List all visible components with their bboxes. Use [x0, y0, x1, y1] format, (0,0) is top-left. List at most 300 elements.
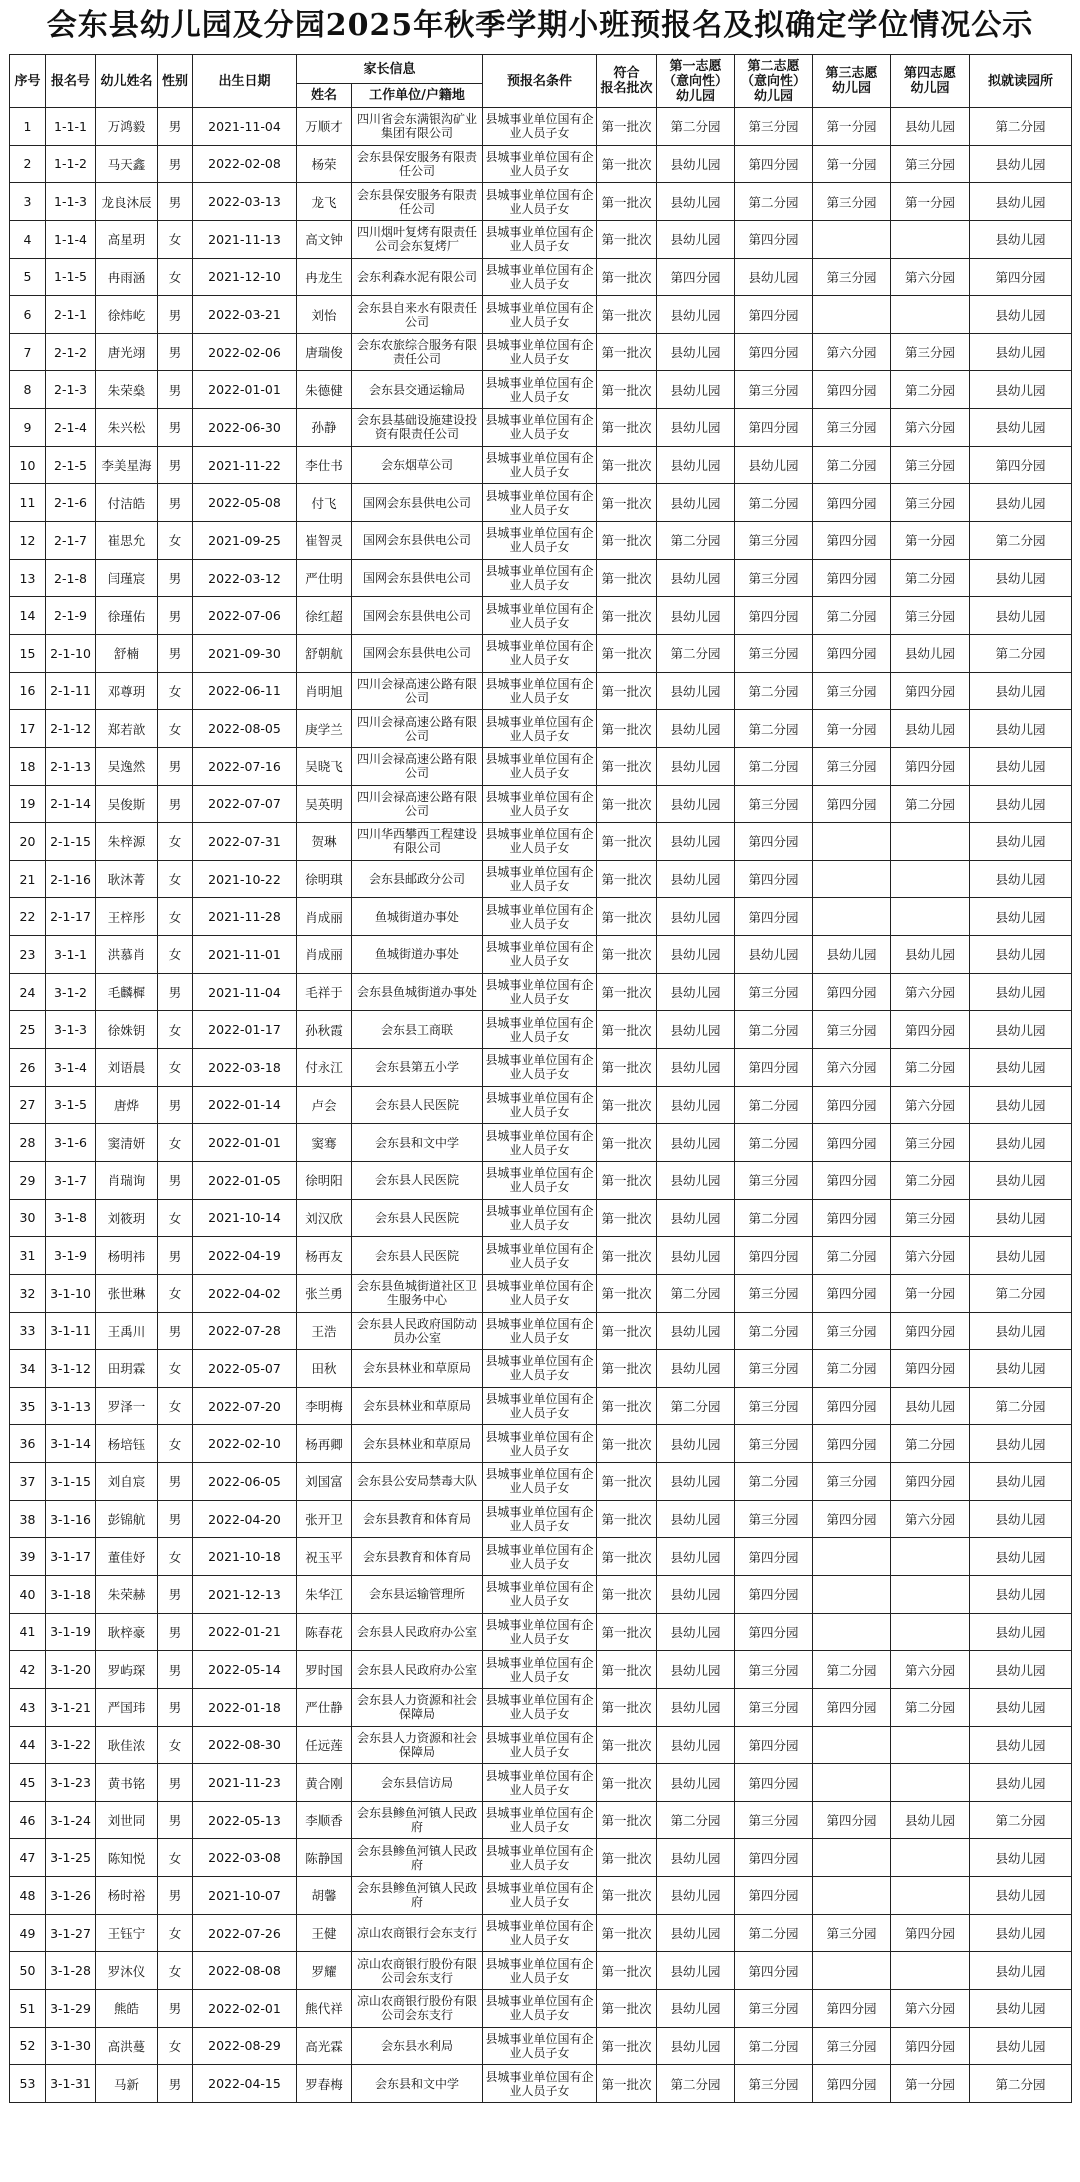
cell-wish-4: 第二分园: [891, 1161, 970, 1199]
cell-parent-name: 贺琳: [297, 823, 352, 861]
cell-parent-work: 会东县教育和体育局: [352, 1538, 483, 1576]
cell-seq: 43: [10, 1688, 46, 1726]
cell-assigned: 县幼儿园: [970, 145, 1072, 183]
cell-birth-date: 2022-04-02: [193, 1274, 297, 1312]
cell-seq: 19: [10, 785, 46, 823]
cell-wish-3: [813, 1726, 891, 1764]
cell-condition: 县城事业单位国有企业人员子女: [483, 1011, 597, 1049]
cell-wish-4: 第六分园: [891, 1237, 970, 1275]
cell-assigned: 县幼儿园: [970, 296, 1072, 334]
cell-wish-4: 第六分园: [891, 258, 970, 296]
cell-birth-date: 2021-11-13: [193, 220, 297, 258]
cell-wish-4: [891, 1575, 970, 1613]
cell-condition: 县城事业单位国有企业人员子女: [483, 1350, 597, 1388]
cell-gender: 男: [158, 1237, 193, 1275]
table-row: [10, 1011, 1072, 1049]
cell-child-name: 杨时裕: [96, 1877, 158, 1915]
table-row: [10, 1651, 1072, 1689]
table-row: [10, 860, 1072, 898]
cell-wish-2: 第四分园: [735, 597, 813, 635]
cell-birth-date: 2022-08-08: [193, 1952, 297, 1990]
cell-batch: 第一批次: [597, 936, 657, 974]
cell-birth-date: 2022-07-16: [193, 747, 297, 785]
cell-reg-no: 2-1-1: [46, 296, 96, 334]
cell-wish-3: 第四分园: [813, 1274, 891, 1312]
cell-reg-no: 2-1-6: [46, 484, 96, 522]
cell-wish-2: 第二分园: [735, 2027, 813, 2065]
table-row: [10, 409, 1072, 447]
cell-gender: 女: [158, 522, 193, 560]
cell-parent-name: 杨再友: [297, 1237, 352, 1275]
cell-assigned: 第二分园: [970, 2065, 1072, 2103]
cell-wish-1: 第二分园: [657, 634, 735, 672]
cell-parent-name: 张兰勇: [297, 1274, 352, 1312]
cell-wish-3: 第四分园: [813, 1199, 891, 1237]
cell-birth-date: 2022-07-26: [193, 1914, 297, 1952]
cell-reg-no: 3-1-7: [46, 1161, 96, 1199]
cell-parent-work: 会东县人力资源和社会保障局: [352, 1726, 483, 1764]
cell-wish-1: 第二分园: [657, 522, 735, 560]
cell-assigned: 县幼儿园: [970, 597, 1072, 635]
header-wish-2: [735, 55, 813, 108]
cell-gender: 女: [158, 710, 193, 748]
cell-wish-1: 县幼儿园: [657, 1575, 735, 1613]
cell-parent-name: 徐明琪: [297, 860, 352, 898]
cell-wish-2: 第四分园: [735, 296, 813, 334]
cell-gender: 女: [158, 1726, 193, 1764]
cell-wish-2: 第三分园: [735, 785, 813, 823]
table-row: [10, 108, 1072, 146]
cell-parent-work: 国网会东县供电公司: [352, 559, 483, 597]
cell-gender: 男: [158, 183, 193, 221]
cell-wish-3: 第三分园: [813, 1011, 891, 1049]
cell-gender: 女: [158, 1952, 193, 1990]
cell-condition: 县城事业单位国有企业人员子女: [483, 1877, 597, 1915]
cell-parent-name: 孙秋霞: [297, 1011, 352, 1049]
cell-wish-3: 第三分园: [813, 1914, 891, 1952]
cell-gender: 男: [158, 785, 193, 823]
cell-parent-name: 杨荣: [297, 145, 352, 183]
cell-birth-date: 2022-02-08: [193, 145, 297, 183]
cell-child-name: 彭锦航: [96, 1500, 158, 1538]
header-child-name: 幼儿姓名: [96, 55, 158, 108]
cell-gender: 男: [158, 1651, 193, 1689]
cell-parent-work: 国网会东县供电公司: [352, 634, 483, 672]
cell-reg-no: 2-1-3: [46, 371, 96, 409]
header-wish-2-line: 第二志愿: [747, 58, 800, 74]
cell-batch: 第一批次: [597, 1877, 657, 1915]
header-wish-2-line: （意向性）: [741, 73, 807, 89]
cell-reg-no: 2-1-8: [46, 559, 96, 597]
cell-reg-no: 3-1-12: [46, 1350, 96, 1388]
cell-parent-work: 会东县林业和草原局: [352, 1387, 483, 1425]
cell-wish-4: 第二分园: [891, 1688, 970, 1726]
cell-wish-1: 县幼儿园: [657, 1011, 735, 1049]
cell-birth-date: 2021-11-01: [193, 936, 297, 974]
cell-wish-4: 第一分园: [891, 183, 970, 221]
table-row: [10, 973, 1072, 1011]
cell-gender: 男: [158, 597, 193, 635]
table-row: [10, 1764, 1072, 1802]
cell-seq: 37: [10, 1463, 46, 1501]
cell-wish-4: [891, 296, 970, 334]
table-row: [10, 1124, 1072, 1162]
cell-wish-1: 县幼儿园: [657, 1538, 735, 1576]
cell-birth-date: 2021-12-10: [193, 258, 297, 296]
cell-condition: 县城事业单位国有企业人员子女: [483, 1124, 597, 1162]
cell-child-name: 罗屿琛: [96, 1651, 158, 1689]
cell-batch: 第一批次: [597, 1651, 657, 1689]
cell-wish-3: 第三分园: [813, 747, 891, 785]
cell-child-name: 李美星海: [96, 446, 158, 484]
cell-reg-no: 3-1-11: [46, 1312, 96, 1350]
table-row: [10, 1914, 1072, 1952]
cell-condition: 县城事业单位国有企业人员子女: [483, 1990, 597, 2028]
cell-birth-date: 2022-01-18: [193, 1688, 297, 1726]
cell-gender: 男: [158, 634, 193, 672]
cell-gender: 男: [158, 1500, 193, 1538]
cell-assigned: 县幼儿园: [970, 1575, 1072, 1613]
table-row: [10, 1274, 1072, 1312]
cell-wish-4: 第三分园: [891, 333, 970, 371]
cell-condition: 县城事业单位国有企业人员子女: [483, 258, 597, 296]
cell-wish-2: 第四分园: [735, 333, 813, 371]
cell-birth-date: 2022-03-08: [193, 1839, 297, 1877]
cell-birth-date: 2022-01-17: [193, 1011, 297, 1049]
cell-child-name: 刘自宸: [96, 1463, 158, 1501]
cell-parent-name: 徐明阳: [297, 1161, 352, 1199]
cell-wish-4: [891, 1952, 970, 1990]
cell-wish-3: 第三分园: [813, 2027, 891, 2065]
cell-parent-name: 祝玉平: [297, 1538, 352, 1576]
cell-wish-2: 第四分园: [735, 409, 813, 447]
cell-gender: 男: [158, 1801, 193, 1839]
cell-seq: 2: [10, 145, 46, 183]
cell-parent-name: 崔智灵: [297, 522, 352, 560]
cell-parent-work: 会东县鲹鱼河镇人民政府: [352, 1877, 483, 1915]
cell-assigned: 县幼儿园: [970, 1839, 1072, 1877]
cell-child-name: 郑若歆: [96, 710, 158, 748]
cell-parent-work: 会东县自来水有限责任公司: [352, 296, 483, 334]
cell-reg-no: 3-1-15: [46, 1463, 96, 1501]
cell-parent-work: 会东农旅综合服务有限责任公司: [352, 333, 483, 371]
cell-parent-work: 会东县人民医院: [352, 1199, 483, 1237]
cell-parent-name: 任远莲: [297, 1726, 352, 1764]
cell-child-name: 田玥霖: [96, 1350, 158, 1388]
cell-parent-name: 朱华江: [297, 1575, 352, 1613]
cell-wish-1: 县幼儿园: [657, 1990, 735, 2028]
cell-reg-no: 3-1-8: [46, 1199, 96, 1237]
cell-wish-3: 第四分园: [813, 785, 891, 823]
cell-wish-1: 县幼儿园: [657, 1914, 735, 1952]
cell-assigned: 县幼儿园: [970, 1764, 1072, 1802]
cell-wish-3: 第六分园: [813, 1049, 891, 1087]
cell-condition: 县城事业单位国有企业人员子女: [483, 1237, 597, 1275]
cell-wish-1: 第二分园: [657, 1387, 735, 1425]
cell-wish-1: 县幼儿园: [657, 446, 735, 484]
cell-child-name: 耿梓豪: [96, 1613, 158, 1651]
cell-parent-name: 毛祥于: [297, 973, 352, 1011]
cell-batch: 第一批次: [597, 1049, 657, 1087]
cell-gender: 女: [158, 1425, 193, 1463]
cell-parent-name: 吴晓飞: [297, 747, 352, 785]
cell-gender: 女: [158, 823, 193, 861]
header-row: [10, 55, 1072, 84]
cell-birth-date: 2022-03-21: [193, 296, 297, 334]
table-row: [10, 1839, 1072, 1877]
cell-gender: 女: [158, 2027, 193, 2065]
cell-seq: 4: [10, 220, 46, 258]
cell-assigned: 第二分园: [970, 1274, 1072, 1312]
cell-seq: 27: [10, 1086, 46, 1124]
cell-assigned: 县幼儿园: [970, 371, 1072, 409]
cell-batch: 第一批次: [597, 1952, 657, 1990]
cell-parent-work: 凉山农商银行股份有限公司会东支行: [352, 1952, 483, 1990]
cell-wish-2: 第三分园: [735, 1161, 813, 1199]
cell-seq: 53: [10, 2065, 46, 2103]
cell-wish-1: 县幼儿园: [657, 785, 735, 823]
cell-child-name: 严国玮: [96, 1688, 158, 1726]
cell-seq: 16: [10, 672, 46, 710]
cell-wish-1: 县幼儿园: [657, 1049, 735, 1087]
cell-parent-work: 四川华西攀西工程建设有限公司: [352, 823, 483, 861]
cell-child-name: 马天鑫: [96, 145, 158, 183]
cell-reg-no: 2-1-9: [46, 597, 96, 635]
cell-child-name: 窦清妍: [96, 1124, 158, 1162]
cell-assigned: 县幼儿园: [970, 220, 1072, 258]
cell-assigned: 县幼儿园: [970, 333, 1072, 371]
cell-wish-1: 县幼儿园: [657, 1312, 735, 1350]
cell-wish-3: 第一分园: [813, 108, 891, 146]
table-row: [10, 1726, 1072, 1764]
cell-wish-4: 第三分园: [891, 1199, 970, 1237]
cell-wish-2: 第四分园: [735, 1575, 813, 1613]
cell-condition: 县城事业单位国有企业人员子女: [483, 1274, 597, 1312]
cell-parent-name: 刘国富: [297, 1463, 352, 1501]
cell-wish-2: 第二分园: [735, 747, 813, 785]
cell-wish-2: 第四分园: [735, 1613, 813, 1651]
cell-wish-4: [891, 1726, 970, 1764]
cell-wish-2: 第二分园: [735, 183, 813, 221]
header-parent-name: 姓名: [297, 84, 352, 108]
cell-wish-4: 第六分园: [891, 1500, 970, 1538]
cell-wish-3: 第四分园: [813, 1688, 891, 1726]
cell-condition: 县城事业单位国有企业人员子女: [483, 710, 597, 748]
cell-parent-work: 会东县和文中学: [352, 2065, 483, 2103]
cell-parent-work: 会东利森水泥有限公司: [352, 258, 483, 296]
cell-seq: 35: [10, 1387, 46, 1425]
table-row: [10, 371, 1072, 409]
cell-seq: 22: [10, 898, 46, 936]
cell-wish-1: 县幼儿园: [657, 1839, 735, 1877]
cell-wish-1: 县幼儿园: [657, 1877, 735, 1915]
cell-wish-3: 第三分园: [813, 672, 891, 710]
cell-parent-name: 黄合刚: [297, 1764, 352, 1802]
cell-child-name: 徐瑾佑: [96, 597, 158, 635]
cell-wish-3: [813, 1613, 891, 1651]
cell-assigned: 第二分园: [970, 634, 1072, 672]
cell-reg-no: 2-1-2: [46, 333, 96, 371]
cell-wish-3: 第四分园: [813, 1990, 891, 2028]
cell-wish-4: 县幼儿园: [891, 1801, 970, 1839]
cell-wish-2: 第三分园: [735, 1387, 813, 1425]
cell-parent-work: 四川烟叶复烤有限责任公司会东复烤厂: [352, 220, 483, 258]
cell-parent-name: 龙飞: [297, 183, 352, 221]
cell-wish-4: 第四分园: [891, 1914, 970, 1952]
cell-reg-no: 1-1-4: [46, 220, 96, 258]
cell-gender: 男: [158, 1613, 193, 1651]
cell-assigned: 县幼儿园: [970, 672, 1072, 710]
cell-batch: 第一批次: [597, 860, 657, 898]
cell-child-name: 万鸿毅: [96, 108, 158, 146]
cell-batch: 第一批次: [597, 1538, 657, 1576]
cell-parent-name: 熊代祥: [297, 1990, 352, 2028]
cell-child-name: 熊皓: [96, 1990, 158, 2028]
cell-wish-4: [891, 1538, 970, 1576]
cell-birth-date: 2021-10-14: [193, 1199, 297, 1237]
table-row: [10, 1049, 1072, 1087]
cell-reg-no: 2-1-13: [46, 747, 96, 785]
cell-wish-4: [891, 1877, 970, 1915]
cell-reg-no: 3-1-26: [46, 1877, 96, 1915]
cell-gender: 女: [158, 1350, 193, 1388]
cell-reg-no: 3-1-1: [46, 936, 96, 974]
cell-parent-name: 卢会: [297, 1086, 352, 1124]
cell-seq: 42: [10, 1651, 46, 1689]
cell-batch: 第一批次: [597, 1312, 657, 1350]
table-row: [10, 333, 1072, 371]
cell-wish-1: 县幼儿园: [657, 823, 735, 861]
cell-parent-work: 国网会东县供电公司: [352, 484, 483, 522]
cell-condition: 县城事业单位国有企业人员子女: [483, 823, 597, 861]
cell-seq: 10: [10, 446, 46, 484]
cell-child-name: 吴逸然: [96, 747, 158, 785]
cell-assigned: 县幼儿园: [970, 1425, 1072, 1463]
header-batch-line: 符合: [613, 66, 640, 81]
cell-reg-no: 3-1-3: [46, 1011, 96, 1049]
table-row: [10, 296, 1072, 334]
cell-batch: 第一批次: [597, 1387, 657, 1425]
cell-seq: 15: [10, 634, 46, 672]
cell-gender: 女: [158, 1538, 193, 1576]
cell-child-name: 王梓彤: [96, 898, 158, 936]
cell-gender: 男: [158, 1688, 193, 1726]
cell-reg-no: 3-1-25: [46, 1839, 96, 1877]
cell-wish-1: 县幼儿园: [657, 898, 735, 936]
table-row: [10, 258, 1072, 296]
cell-child-name: 耿佳浓: [96, 1726, 158, 1764]
cell-condition: 县城事业单位国有企业人员子女: [483, 333, 597, 371]
cell-seq: 17: [10, 710, 46, 748]
cell-seq: 38: [10, 1500, 46, 1538]
cell-assigned: 县幼儿园: [970, 1350, 1072, 1388]
table-row: [10, 522, 1072, 560]
cell-batch: 第一批次: [597, 371, 657, 409]
cell-wish-3: 第一分园: [813, 710, 891, 748]
cell-parent-work: 会东县保安服务有限责任公司: [352, 183, 483, 221]
table-row: [10, 446, 1072, 484]
cell-birth-date: 2022-02-06: [193, 333, 297, 371]
cell-gender: 男: [158, 973, 193, 1011]
cell-assigned: 县幼儿园: [970, 747, 1072, 785]
cell-wish-2: 第三分园: [735, 371, 813, 409]
cell-condition: 县城事业单位国有企业人员子女: [483, 785, 597, 823]
cell-wish-4: 第四分园: [891, 1463, 970, 1501]
cell-condition: 县城事业单位国有企业人员子女: [483, 672, 597, 710]
table-row: [10, 2065, 1072, 2103]
cell-batch: 第一批次: [597, 1425, 657, 1463]
cell-wish-2: 第四分园: [735, 860, 813, 898]
cell-batch: 第一批次: [597, 1839, 657, 1877]
cell-batch: 第一批次: [597, 1613, 657, 1651]
header-wish-3: [813, 55, 891, 108]
cell-parent-work: 会东县人民政府国防动员办公室: [352, 1312, 483, 1350]
cell-parent-work: 鱼城街道办事处: [352, 936, 483, 974]
cell-wish-4: 第三分园: [891, 484, 970, 522]
cell-condition: 县城事业单位国有企业人员子女: [483, 1425, 597, 1463]
cell-wish-3: 第四分园: [813, 1161, 891, 1199]
cell-wish-2: 第二分园: [735, 1011, 813, 1049]
cell-child-name: 唐光翊: [96, 333, 158, 371]
cell-wish-1: 县幼儿园: [657, 1124, 735, 1162]
cell-condition: 县城事业单位国有企业人员子女: [483, 1651, 597, 1689]
cell-wish-1: 第二分园: [657, 1274, 735, 1312]
cell-parent-work: 凉山农商银行股份有限公司会东支行: [352, 1990, 483, 2028]
cell-parent-name: 朱德健: [297, 371, 352, 409]
cell-wish-2: 第三分园: [735, 1350, 813, 1388]
cell-wish-3: 第一分园: [813, 145, 891, 183]
cell-wish-2: 第三分园: [735, 1990, 813, 2028]
cell-child-name: 付洁皓: [96, 484, 158, 522]
cell-condition: 县城事业单位国有企业人员子女: [483, 747, 597, 785]
cell-gender: 女: [158, 898, 193, 936]
cell-birth-date: 2022-02-01: [193, 1990, 297, 2028]
cell-parent-work: 会东县人民政府办公室: [352, 1613, 483, 1651]
cell-wish-3: 第二分园: [813, 1350, 891, 1388]
table-row: [10, 710, 1072, 748]
cell-gender: 女: [158, 1049, 193, 1087]
cell-birth-date: 2022-05-07: [193, 1350, 297, 1388]
cell-condition: 县城事业单位国有企业人员子女: [483, 898, 597, 936]
cell-condition: 县城事业单位国有企业人员子女: [483, 484, 597, 522]
cell-parent-work: 凉山农商银行会东支行: [352, 1914, 483, 1952]
cell-gender: 男: [158, 559, 193, 597]
cell-wish-4: [891, 1839, 970, 1877]
cell-child-name: 朱荣赫: [96, 1575, 158, 1613]
cell-birth-date: 2022-07-28: [193, 1312, 297, 1350]
cell-batch: 第一批次: [597, 183, 657, 221]
cell-condition: 县城事业单位国有企业人员子女: [483, 1463, 597, 1501]
cell-gender: 男: [158, 1764, 193, 1802]
cell-child-name: 王钰宁: [96, 1914, 158, 1952]
cell-assigned: 县幼儿园: [970, 1538, 1072, 1576]
cell-wish-1: 县幼儿园: [657, 1651, 735, 1689]
cell-wish-4: 第一分园: [891, 522, 970, 560]
table-row: [10, 559, 1072, 597]
cell-wish-2: 第三分园: [735, 1651, 813, 1689]
cell-assigned: 县幼儿园: [970, 409, 1072, 447]
cell-condition: 县城事业单位国有企业人员子女: [483, 220, 597, 258]
cell-wish-1: 县幼儿园: [657, 183, 735, 221]
cell-condition: 县城事业单位国有企业人员子女: [483, 1575, 597, 1613]
cell-wish-1: 县幼儿园: [657, 672, 735, 710]
cell-wish-2: 第二分园: [735, 1463, 813, 1501]
table-row: [10, 672, 1072, 710]
cell-reg-no: 1-1-2: [46, 145, 96, 183]
cell-wish-2: 第三分园: [735, 1801, 813, 1839]
cell-birth-date: 2021-10-18: [193, 1538, 297, 1576]
cell-reg-no: 2-1-11: [46, 672, 96, 710]
